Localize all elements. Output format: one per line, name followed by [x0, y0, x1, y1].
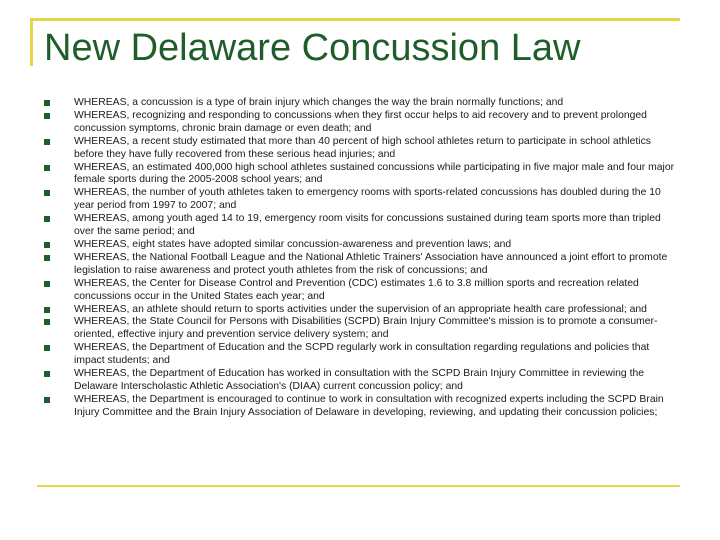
- bullet-text: WHEREAS, an estimated 400,000 high school athletes sustained concussions while participating in five major male and four major female sports during the 2005-2008 school years; and: [74, 161, 675, 186]
- bullet-text: WHEREAS, the State Council for Persons with Disabilities (SCPD) Brain Injury Committee's mission is to promote a consumer-oriented, effective injury and prevention service delivery system; and: [74, 316, 658, 341]
- bullet-item: [40, 368, 680, 394]
- square-bullet-icon: [44, 345, 50, 351]
- bullet-text: WHEREAS, the Department of Education has worked in consultation with the SCPD Brain Injury Committee in reviewing the Delaware Interscholastic Athletic Association's (DIAA) current concussion policy; and: [74, 368, 645, 392]
- bullet-item: [40, 342, 680, 368]
- square-bullet-icon: [44, 100, 50, 106]
- bullet-text: WHEREAS, the number of youth athletes taken to emergency rooms with sports-related concussions has doubled during the 10 year period from 1997 to 2007; and: [74, 187, 661, 212]
- square-bullet-icon: [44, 242, 50, 248]
- bullet-text: WHEREAS, the Department is encouraged to continue to work in consultation with recognized experts including the SCPD Brain Injury Committee and the Brain Injury Association of Delaware in developing, reviewing, and updating their concussion policies;: [74, 393, 664, 418]
- bullet-item: [40, 239, 680, 252]
- square-bullet-icon: [44, 113, 50, 119]
- bullet-list: [40, 97, 680, 420]
- square-bullet-icon: [44, 190, 50, 196]
- square-bullet-icon: [44, 319, 50, 325]
- bullet-item: [40, 278, 680, 304]
- bullet-text: WHEREAS, eight states have adopted similar concussion-awareness and prevention laws; and: [74, 238, 512, 250]
- left-accent-line: [30, 18, 33, 66]
- bullet-text: WHEREAS, an athlete should return to sports activities under the supervision of an appropriate health care professional; and: [74, 303, 647, 315]
- square-bullet-icon: [44, 216, 50, 222]
- square-bullet-icon: [44, 281, 50, 287]
- bullet-text: WHEREAS, a concussion is a type of brain injury which changes the way the brain normally functions; and: [74, 97, 564, 108]
- bullet-item: [40, 304, 680, 317]
- top-accent-line: [30, 18, 680, 21]
- bullet-item: [40, 394, 680, 420]
- square-bullet-icon: [44, 255, 50, 261]
- slide-title: New Delaware Concussion Law: [44, 27, 581, 69]
- bullet-item: [40, 252, 680, 278]
- bullet-item: [40, 136, 680, 162]
- square-bullet-icon: [44, 371, 50, 377]
- square-bullet-icon: [44, 165, 50, 171]
- bullet-list-container: [40, 97, 680, 420]
- bullet-item: [40, 97, 680, 110]
- square-bullet-icon: [44, 139, 50, 145]
- bullet-item: [40, 187, 680, 213]
- square-bullet-icon: [44, 397, 50, 403]
- bullet-item: [40, 162, 680, 188]
- bullet-text: WHEREAS, the Center for Disease Control and Prevention (CDC) estimates 1.6 to 3.8 million sports and recreation related concussions occur in the United States each year; and: [74, 277, 639, 302]
- bullet-text: WHEREAS, recognizing and responding to concussions when they first occur helps to aid recovery and to prevent prolonged concussion symptoms, chronic brain damage or even death; and: [74, 109, 647, 134]
- bullet-text: WHEREAS, the National Football League and the National Athletic Trainers' Association have announced a joint effort to promote legislation to raise awareness and protect youth athletes from the risk of concussions; and: [74, 251, 668, 276]
- bottom-accent-line: [37, 485, 680, 487]
- square-bullet-icon: [44, 307, 50, 313]
- bullet-text: WHEREAS, among youth aged 14 to 19, emergency room visits for concussions sustained during team sports more than tripled over the same period; and: [74, 213, 661, 238]
- bullet-text: WHEREAS, a recent study estimated that more than 40 percent of high school athletes return to participate in school athletics before they have fully recovered from these serious head injuries; and: [74, 135, 651, 160]
- bullet-text: WHEREAS, the Department of Education and the SCPD regularly work in consultation regarding regulations and policies that impact students; and: [74, 342, 650, 367]
- bullet-item: [40, 213, 680, 239]
- bullet-item: [40, 316, 680, 342]
- bullet-item: [40, 110, 680, 136]
